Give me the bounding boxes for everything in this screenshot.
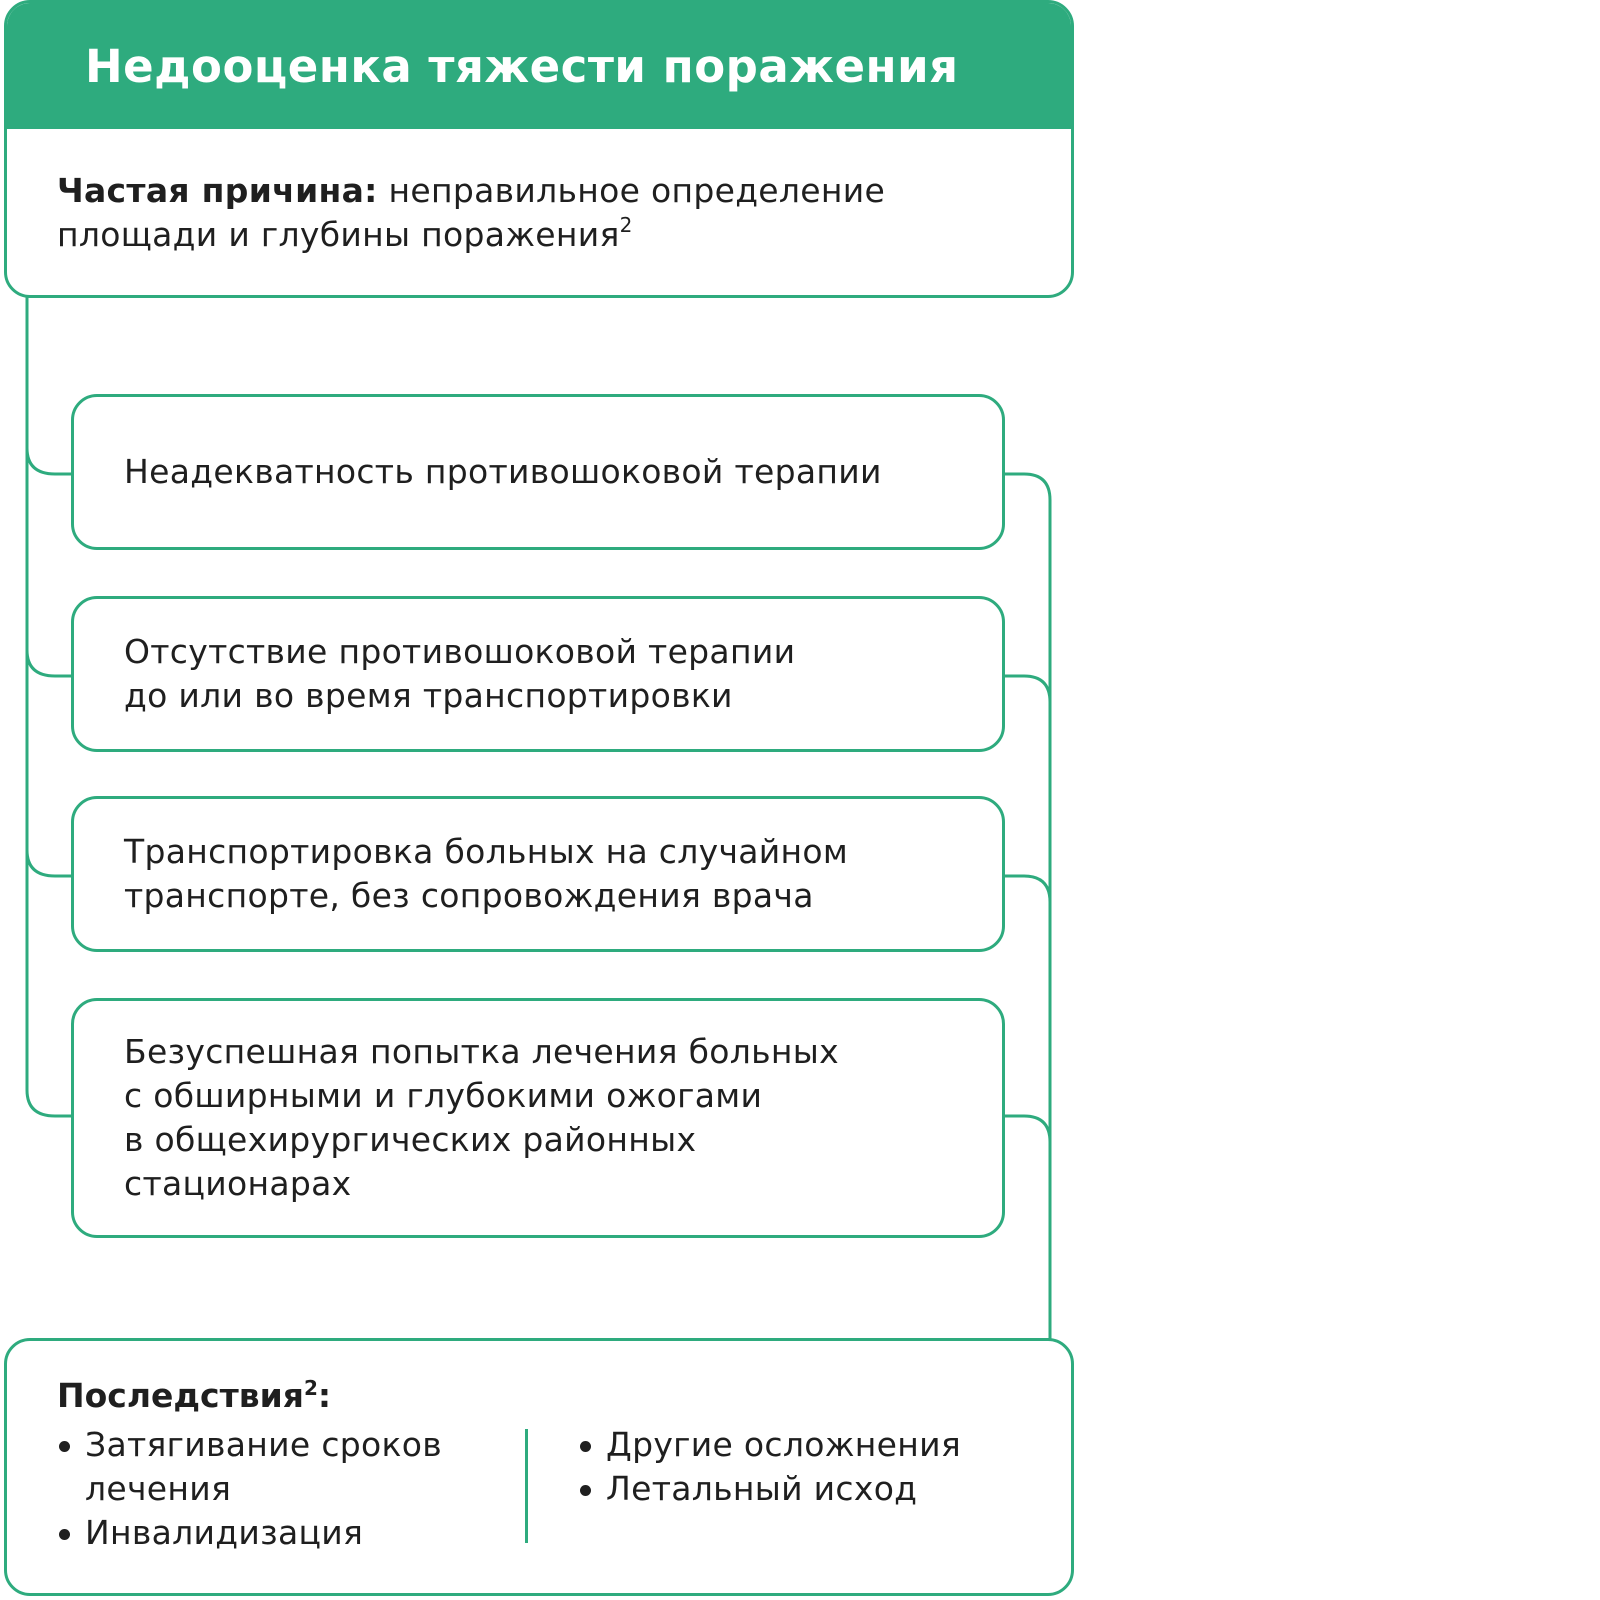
consequence-item: Затягивание сроков лечения <box>57 1423 497 1511</box>
left-connector <box>27 850 73 1116</box>
consequences-list-left <box>57 1423 497 1555</box>
left-connector <box>27 650 73 876</box>
consequence-item: Другие осложнения <box>578 1423 1031 1467</box>
consequences-card <box>4 1338 1074 1596</box>
right-connector <box>1004 676 1050 702</box>
step-box: Отсутствие противошоковой терапии до или во время транспортировки <box>71 596 1005 752</box>
step-box: Безуспешная попытка лечения больных с обширными и глубокими ожогами в общехирургических районных стационарах <box>71 998 1005 1238</box>
consequences-title <box>57 1375 1031 1417</box>
cause-description: неправильное определение площади и глубины поражения <box>57 171 886 254</box>
step-box: Транспортировка больных на случайном транспорте, без сопровождения врача <box>71 796 1005 952</box>
header-bar <box>7 3 1071 129</box>
consequences-columns <box>57 1423 1031 1555</box>
diagram-title: Недооценка тяжести поражения <box>85 39 959 93</box>
consequence-item: Инвалидизация <box>57 1511 497 1555</box>
cause-footnote: 2 <box>619 213 633 237</box>
consequences-list-right <box>578 1423 1031 1555</box>
cause-label: Частая причина: <box>57 171 378 210</box>
consequences-title-colon: : <box>317 1376 332 1415</box>
consequence-item: Летальный исход <box>578 1467 1031 1511</box>
right-connector <box>1004 876 1050 902</box>
left-connector <box>27 448 73 676</box>
left-connector <box>27 296 73 474</box>
cause-text <box>7 129 1071 257</box>
right-connector <box>1004 1116 1050 1142</box>
step-box: Неадекватность противошоковой терапии <box>71 394 1005 550</box>
column-divider <box>525 1429 528 1543</box>
right-connector <box>1004 474 1050 1340</box>
consequences-footnote: 2 <box>303 1376 318 1400</box>
consequences-title-text: Последствия <box>57 1376 304 1415</box>
header-card <box>4 0 1074 298</box>
